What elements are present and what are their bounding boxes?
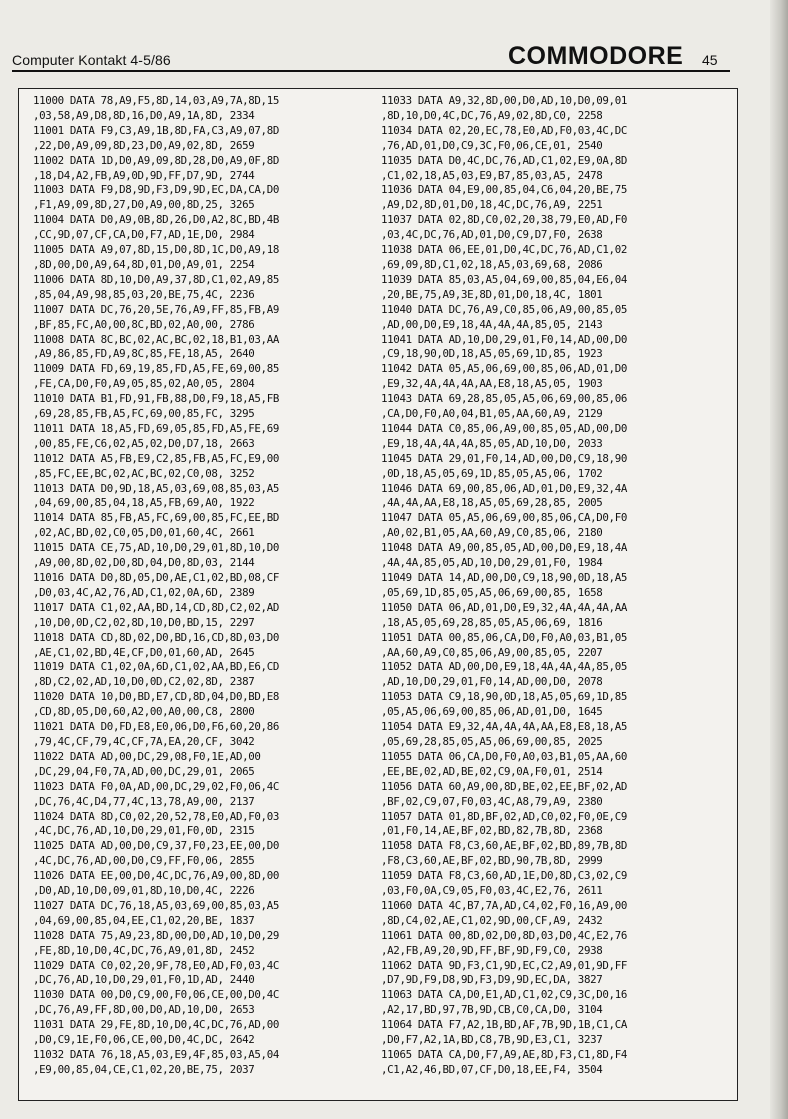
- listing-line: ,10,D0,0D,C2,02,8D,10,D0,BD,15, 2297: [33, 615, 255, 629]
- listing-line: ,8D,C2,02,AD,10,D0,0D,C2,02,8D, 2387: [33, 675, 255, 689]
- page-number: 45: [702, 52, 718, 68]
- listing-line: 11046 DATA 69,00,85,06,AD,01,D0,E9,32,4A: [381, 481, 628, 495]
- listing-line: ,AD,10,D0,29,01,F0,14,AD,00,D0, 2078: [381, 675, 603, 689]
- listing-line: 11032 DATA 76,18,A5,03,E9,4F,85,03,A5,04: [33, 1048, 280, 1061]
- listing-line: 11065 DATA CA,D0,F7,A9,AE,8D,F3,C1,8D,F4: [381, 1048, 628, 1061]
- listing-line: 11058 DATA F8,C3,60,AE,BF,02,BD,89,7B,8D: [381, 839, 628, 853]
- listing-line: ,85,FC,EE,BC,02,AC,BC,02,C0,08, 3252: [33, 466, 255, 480]
- listing-line: ,4C,DC,76,AD,00,D0,C9,FF,F0,06, 2855: [33, 854, 255, 868]
- listing-line: 11031 DATA 29,FE,8D,10,D0,4C,DC,76,AD,00: [33, 1018, 280, 1032]
- listing-line: 11003 DATA F9,D8,9D,F3,D9,9D,EC,DA,CA,D0: [33, 183, 280, 197]
- listing-line: 11028 DATA 75,A9,23,8D,00,D0,AD,10,D0,29: [33, 928, 280, 942]
- listing-line: 11001 DATA F9,C3,A9,1B,8D,FA,C3,A9,07,8D: [33, 123, 280, 137]
- listing-line: ,A9,86,85,FD,A9,8C,85,FE,18,A5, 2640: [33, 347, 255, 361]
- listing-line: ,C9,18,90,0D,18,A5,05,69,1D,85, 1923: [381, 347, 603, 361]
- listing-line: ,05,69,28,85,05,A5,06,69,00,85, 2025: [381, 734, 603, 748]
- listing-line: 11023 DATA F0,0A,AD,00,DC,29,02,F0,06,4C: [33, 779, 280, 793]
- listing-line: ,A9,D2,8D,01,D0,18,4C,DC,76,A9, 2251: [381, 198, 603, 212]
- listing-line: 11048 DATA A9,00,85,05,AD,00,D0,E9,18,4A: [381, 541, 628, 555]
- listing-line: ,F1,A9,09,8D,27,D0,A9,00,8D,25, 3265: [33, 198, 255, 212]
- listing-line: 11013 DATA D0,9D,18,A5,03,69,08,85,03,A5: [33, 481, 280, 495]
- listing-line: ,05,A5,06,69,00,85,06,AD,01,D0, 1645: [381, 705, 603, 719]
- listing-line: ,05,69,1D,85,05,A5,06,69,00,85, 1658: [381, 585, 603, 599]
- listing-line: 11022 DATA AD,00,DC,29,08,F0,1E,AD,00: [33, 749, 261, 763]
- listing-line: ,E9,18,4A,4A,4A,85,05,AD,10,D0, 2033: [381, 436, 603, 450]
- listing-line: ,DC,76,AD,10,D0,29,01,F0,1D,AD, 2440: [33, 973, 255, 987]
- listing-line: 11010 DATA B1,FD,91,FB,88,D0,F9,18,A5,FB: [33, 392, 280, 406]
- listing-line: 11057 DATA 01,8D,BF,02,AD,C0,02,F0,0E,C9: [381, 809, 628, 823]
- listing-line: 11039 DATA 85,03,A5,04,69,00,85,04,E6,04: [381, 272, 628, 286]
- listing-line: ,18,D4,A2,FB,A9,0D,9D,FF,D7,9D, 2744: [33, 168, 255, 182]
- listing-line: ,FE,CA,D0,F0,A9,05,85,02,A0,05, 2804: [33, 377, 255, 391]
- listing-line: ,0D,18,A5,05,69,1D,85,05,A5,06, 1702: [381, 466, 603, 480]
- listing-line: ,D0,C9,1E,F0,06,CE,00,D0,4C,DC, 2642: [33, 1033, 255, 1047]
- listing-line: 11063 DATA CA,D0,E1,AD,C1,02,C9,3C,D0,16: [381, 988, 628, 1002]
- listing-line: 11053 DATA C9,18,90,0D,18,A5,05,69,1D,85: [381, 690, 628, 704]
- listing-line: ,04,69,00,85,04,18,A5,FB,69,A0, 1922: [33, 496, 255, 510]
- listing-line: 11019 DATA C1,02,0A,6D,C1,02,AA,BD,E6,CD: [33, 660, 280, 674]
- listing-line: 11004 DATA D0,A9,0B,8D,26,D0,A2,8C,BD,4B: [33, 213, 280, 227]
- listing-line: 11016 DATA D0,8D,05,D0,AE,C1,02,BD,08,CF: [33, 571, 280, 584]
- listing-line: 11059 DATA F8,C3,60,AD,1E,D0,8D,C3,02,C9: [381, 869, 628, 883]
- listing-line: 11062 DATA 9D,F3,C1,9D,EC,C2,A9,01,9D,FF: [381, 958, 628, 972]
- listing-line: 11009 DATA FD,69,19,85,FD,A5,FE,69,00,85: [33, 362, 280, 376]
- listing-line: ,03,58,A9,D8,8D,16,D0,A9,1A,8D, 2334: [33, 108, 255, 122]
- listing-line: ,CC,9D,07,CF,CA,D0,F7,AD,1E,D0, 2984: [33, 228, 255, 242]
- listing-line: ,BF,02,C9,07,F0,03,4C,A8,79,A9, 2380: [381, 794, 603, 808]
- listing-line: 11056 DATA 60,A9,00,8D,BE,02,EE,BF,02,AD: [381, 779, 628, 793]
- listing-line: 11060 DATA 4C,B7,7A,AD,C4,02,F0,16,A9,00: [381, 898, 628, 912]
- listing-line: ,A0,02,B1,05,AA,60,A9,C0,85,06, 2180: [381, 526, 603, 540]
- listing-line: 11017 DATA C1,02,AA,BD,14,CD,8D,C2,02,AD: [33, 600, 280, 614]
- listing-line: ,18,A5,05,69,28,85,05,A5,06,69, 1816: [381, 615, 603, 629]
- listing-line: ,F8,C3,60,AE,BF,02,BD,90,7B,8D, 2999: [381, 854, 603, 868]
- listing-line: 11044 DATA C0,85,06,A9,00,85,05,AD,00,D0: [381, 421, 628, 435]
- page-spine-shadow: [770, 0, 788, 1119]
- listing-line: ,AA,60,A9,C0,85,06,A9,00,85,05, 2207: [381, 645, 603, 659]
- listing-line: 11049 DATA 14,AD,00,D0,C9,18,90,0D,18,A5: [381, 571, 628, 584]
- listing-line: ,AE,C1,02,BD,4E,CF,D0,01,60,AD, 2645: [33, 645, 255, 659]
- listing-line: 11042 DATA 05,A5,06,69,00,85,06,AD,01,D0: [381, 362, 628, 376]
- listing-line: ,76,AD,01,D0,C9,3C,F0,06,CE,01, 2540: [381, 138, 603, 152]
- listing-line: 11061 DATA 00,8D,02,D0,8D,03,D0,4C,E2,76: [381, 928, 628, 942]
- listing-column-right: [381, 94, 726, 1078]
- listing-line: 11030 DATA 00,D0,C9,00,F0,06,CE,00,D0,4C: [33, 988, 280, 1002]
- listing-line: 11064 DATA F7,A2,1B,BD,AF,7B,9D,1B,C1,CA: [381, 1018, 628, 1032]
- listing-line: 11052 DATA AD,00,D0,E9,18,4A,4A,4A,85,05: [381, 660, 628, 674]
- listing-line: 11040 DATA DC,76,A9,C0,85,06,A9,00,85,05: [381, 302, 628, 316]
- listing-line: ,E9,32,4A,4A,4A,AA,E8,18,A5,05, 1903: [381, 377, 603, 391]
- listing-line: 11043 DATA 69,28,85,05,A5,06,69,00,85,06: [381, 392, 628, 406]
- listing-line: 11020 DATA 10,D0,BD,E7,CD,8D,04,D0,BD,E8: [33, 690, 280, 704]
- listing-line: ,CD,8D,05,D0,60,A2,00,A0,00,C8, 2800: [33, 705, 255, 719]
- listing-line: ,22,D0,A9,09,8D,23,D0,A9,02,8D, 2659: [33, 138, 255, 152]
- listing-line: 11005 DATA A9,07,8D,15,D0,8D,1C,D0,A9,18: [33, 243, 280, 257]
- listing-line: 11002 DATA 1D,D0,A9,09,8D,28,D0,A9,0F,8D: [33, 153, 280, 167]
- listing-line: ,DC,76,4C,D4,77,4C,13,78,A9,00, 2137: [33, 794, 255, 808]
- listing-line: 11035 DATA D0,4C,DC,76,AD,C1,02,E9,0A,8D: [381, 153, 628, 167]
- listing-line: 11025 DATA AD,00,D0,C9,37,F0,23,EE,00,D0: [33, 839, 280, 853]
- listing-line: ,4A,4A,AA,E8,18,A5,05,69,28,85, 2005: [381, 496, 603, 510]
- listing-line: ,A2,17,BD,97,7B,9D,CB,C0,CA,D0, 3104: [381, 1003, 603, 1017]
- listing-line: ,D7,9D,F9,D8,9D,F3,D9,9D,EC,DA, 3827: [381, 973, 603, 987]
- listing-line: ,D0,F7,A2,1A,BD,C8,7B,9D,E3,C1, 3237: [381, 1033, 603, 1047]
- listing-line: ,D0,03,4C,A2,76,AD,C1,02,0A,6D, 2389: [33, 585, 255, 599]
- listing-line: 11034 DATA 02,20,EC,78,E0,AD,F0,03,4C,DC: [381, 123, 628, 137]
- listing-line: ,02,AC,BD,02,C0,05,D0,01,60,4C, 2661: [33, 526, 255, 540]
- listing-line: ,8D,C4,02,AE,C1,02,9D,00,CF,A9, 2432: [381, 913, 603, 927]
- listing-line: 11050 DATA 06,AD,01,D0,E9,32,4A,4A,4A,AA: [381, 600, 628, 614]
- listing-line: 11036 DATA 04,E9,00,85,04,C6,04,20,BE,75: [381, 183, 628, 197]
- listing-line: ,C1,A2,46,BD,07,CF,D0,18,EE,F4, 3504: [381, 1062, 603, 1076]
- section-title: COMMODORE: [508, 42, 684, 70]
- page-header: [0, 0, 788, 80]
- listing-line: 11055 DATA 06,CA,D0,F0,A0,03,B1,05,AA,60: [381, 749, 628, 763]
- listing-line: ,A9,00,8D,02,D0,8D,04,D0,8D,03, 2144: [33, 556, 255, 570]
- listing-line: 11051 DATA 00,85,06,CA,D0,F0,A0,03,B1,05: [381, 630, 628, 644]
- header-rule: [12, 70, 730, 72]
- listing-line: ,4A,4A,85,05,AD,10,D0,29,01,F0, 1984: [381, 556, 603, 570]
- listing-line: 11018 DATA CD,8D,02,D0,BD,16,CD,8D,03,D0: [33, 630, 280, 644]
- listing-line: ,01,F0,14,AE,BF,02,BD,82,7B,8D, 2368: [381, 824, 603, 838]
- listing-line: 11014 DATA 85,FB,A5,FC,69,00,85,FC,EE,BD: [33, 511, 280, 525]
- listing-line: ,A2,FB,A9,20,9D,FF,BF,9D,F9,C0, 2938: [381, 943, 603, 957]
- listing-line: 11027 DATA DC,76,18,A5,03,69,00,85,03,A5: [33, 898, 280, 912]
- listing-line: 11029 DATA C0,02,20,9F,78,E0,AD,F0,03,4C: [33, 958, 280, 972]
- listing-line: ,04,69,00,85,04,EE,C1,02,20,BE, 1837: [33, 913, 255, 927]
- listing-line: ,E9,00,85,04,CE,C1,02,20,BE,75, 2037: [33, 1062, 255, 1076]
- listing-line: 11045 DATA 29,01,F0,14,AD,00,D0,C9,18,90: [381, 451, 628, 465]
- listing-column-left: [33, 94, 378, 1078]
- listing-line: ,DC,76,A9,FF,8D,00,D0,AD,10,D0, 2653: [33, 1003, 255, 1017]
- listing-line: ,69,09,8D,C1,02,18,A5,03,69,68, 2086: [381, 257, 603, 271]
- magazine-title: Computer Kontakt 4-5/86: [12, 52, 171, 68]
- listing-line: 11054 DATA E9,32,4A,4A,4A,AA,E8,E8,18,A5: [381, 720, 628, 734]
- listing-line: ,03,F0,0A,C9,05,F0,03,4C,E2,76, 2611: [381, 884, 603, 898]
- listing-line: ,FE,8D,10,D0,4C,DC,76,A9,01,8D, 2452: [33, 943, 255, 957]
- listing-line: 11024 DATA 8D,C0,02,20,52,78,E0,AD,F0,03: [33, 809, 280, 823]
- listing-line: ,69,28,85,FB,A5,FC,69,00,85,FC, 3295: [33, 407, 255, 421]
- listing-line: ,AD,00,D0,E9,18,4A,4A,4A,85,05, 2143: [381, 317, 603, 331]
- listing-line: 11012 DATA A5,FB,E9,C2,85,FB,A5,FC,E9,00: [33, 451, 280, 465]
- listing-line: 11026 DATA EE,00,D0,4C,DC,76,A9,00,8D,00: [33, 869, 280, 883]
- listing-line: ,D0,AD,10,D0,09,01,8D,10,D0,4C, 2226: [33, 884, 255, 898]
- listing-line: 11037 DATA 02,8D,C0,02,20,38,79,E0,AD,F0: [381, 213, 628, 227]
- listing-line: ,8D,10,D0,4C,DC,76,A9,02,8D,C0, 2258: [381, 108, 603, 122]
- listing-line: ,00,85,FE,C6,02,A5,02,D0,D7,18, 2663: [33, 436, 255, 450]
- listing-line: ,BF,85,FC,A0,00,8C,BD,02,A0,00, 2786: [33, 317, 255, 331]
- listing-line: ,85,04,A9,98,85,03,20,BE,75,4C, 2236: [33, 287, 255, 301]
- listing-line: 11041 DATA AD,10,D0,29,01,F0,14,AD,00,D0: [381, 332, 628, 346]
- listing-line: 11021 DATA D0,FD,E8,E0,06,D0,F6,60,20,86: [33, 720, 280, 734]
- listing-line: ,C1,02,18,A5,03,E9,B7,85,03,A5, 2478: [381, 168, 603, 182]
- listing-line: 11000 DATA 78,A9,F5,8D,14,03,A9,7A,8D,15: [33, 94, 280, 107]
- listing-line: ,03,4C,DC,76,AD,01,D0,C9,D7,F0, 2638: [381, 228, 603, 242]
- listing-line: ,EE,BE,02,AD,BE,02,C9,0A,F0,01, 2514: [381, 764, 603, 778]
- listing-line: 11033 DATA A9,32,8D,00,D0,AD,10,D0,09,01: [381, 94, 628, 107]
- listing-line: ,79,4C,CF,79,4C,CF,7A,EA,20,CF, 3042: [33, 734, 255, 748]
- listing-line: 11047 DATA 05,A5,06,69,00,85,06,CA,D0,F0: [381, 511, 628, 525]
- listing-line: ,4C,DC,76,AD,10,D0,29,01,F0,0D, 2315: [33, 824, 255, 838]
- listing-line: 11038 DATA 06,EE,01,D0,4C,DC,76,AD,C1,02: [381, 243, 628, 257]
- listing-line: ,8D,00,D0,A9,64,8D,01,D0,A9,01, 2254: [33, 257, 255, 271]
- code-listing-box: [18, 88, 738, 1101]
- listing-line: 11006 DATA 8D,10,D0,A9,37,8D,C1,02,A9,85: [33, 272, 280, 286]
- listing-line: ,CA,D0,F0,A0,04,B1,05,AA,60,A9, 2129: [381, 407, 603, 421]
- listing-line: ,DC,29,04,F0,7A,AD,00,DC,29,01, 2065: [33, 764, 255, 778]
- listing-line: 11008 DATA 8C,BC,02,AC,BC,02,18,B1,03,AA: [33, 332, 280, 346]
- listing-line: 11011 DATA 18,A5,FD,69,05,85,FD,A5,FE,69: [33, 421, 280, 435]
- listing-line: ,20,BE,75,A9,3E,8D,01,D0,18,4C, 1801: [381, 287, 603, 301]
- listing-line: 11015 DATA CE,75,AD,10,D0,29,01,8D,10,D0: [33, 541, 280, 555]
- listing-line: 11007 DATA DC,76,20,5E,76,A9,FF,85,FB,A9: [33, 302, 280, 316]
